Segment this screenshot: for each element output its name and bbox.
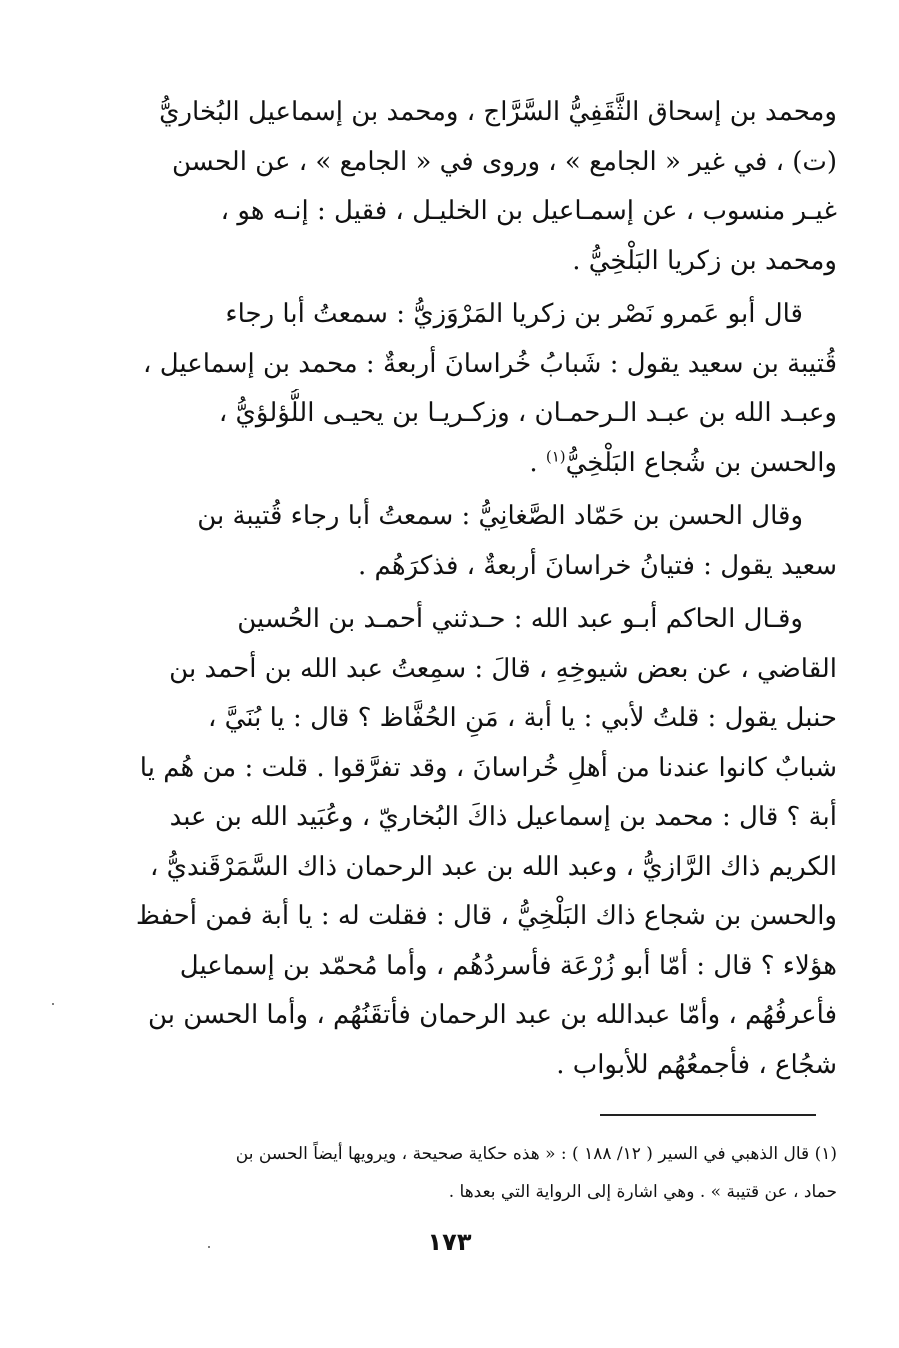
text-line: وقال الحسن بن حَمّاد الصَّغانِيُّ : سمعتُ أبا رجاء قُتيبة بن [197,501,803,531]
text-line: ومحمد بن زكريا البَلْخِيُّ . [572,245,837,276]
scan-speck [52,1003,54,1005]
text-segment: والحسن بن شُجاع البَلْخِيُّ [565,447,837,478]
text-line: القاضي ، عن بعض شيوخِهِ ، قالَ : سمِعتُ عبد الله بن أحمد بن [169,653,837,684]
text-line: أبة ؟ قال : محمد بن إسماعيل ذاكَ البُخاريّ ، وعُبَيد الله بن عبد [169,802,837,832]
text-line-with-footnote [125,439,837,489]
text-line: شجُاع ، فأجمعُهُم للأبواب . [556,1049,837,1080]
text-line: والحسن بن شجاع ذاك البَلْخِيُّ ، قال : فقلت له : يا أبة فمن أحفظ [135,901,837,931]
paragraph-4 [125,595,837,1090]
page-number: ١٧٣ [427,1228,472,1256]
text-segment: . [529,447,546,478]
text-line: قال أبو عَمرو نَصْر بن زكريا المَرْوَزيُّ : سمعتُ أبا رجاء [225,299,803,329]
scan-speck [208,1246,210,1248]
footnote-line: (١) قال الذهبي في السير ( ١٢/ ١٨٨ ) : « هذه حكاية صحيحة ، ويرويها أيضاً الحسن بن [235,1144,837,1164]
text-line: قُتيبة بن سعيد يقول : شَبابُ خُراسانَ أربعةٌ : محمد بن إسماعيل ، [143,348,837,379]
text-line: ومحمد بن إسحاق الثَّقَفِيُّ السَّرَّاج ، ومحمد بن إسماعيل البُخاريُّ [159,97,837,127]
footnote-line: حماد ، عن قتيبة » . وهي اشارة إلى الرواية التي بعدها . [448,1182,837,1202]
text-line: حنبل يقول : قلتُ لأبي : يا أبة ، مَنِ الحُفَّاظ ؟ قال : يا بُنَيَّ ، [207,703,837,733]
page-body [125,88,837,1090]
text-line: وعبـد الله بن عبـد الـرحمـان ، وزكـريـا بن يحيـى اللُّؤلؤيُّ ، [218,398,837,428]
footnote-marker[interactable]: (١) [545,446,566,465]
text-line: فأعرفُهُم ، وأمّا عبدالله بن عبد الرحمان فأتقَنُهُم ، وأما الحسن بن [147,1000,837,1030]
text-line: وقـال الحاكم أبـو عبد الله : حـدثني أحمـد بن الحُسين [237,604,803,634]
footnote-separator [600,1114,816,1116]
text-line: سعيد يقول : فتيانُ خراسانَ أربعةٌ ، فذكرَهُم . [358,550,837,581]
footnote [125,1135,837,1211]
text-line: غيـر منسوب ، عن إسمـاعيل بن الخليـل ، فقيل : إنـه هو ، [220,196,837,226]
text-line: (ت) ، في غير « الجامع » ، وروى في « الجامع » ، عن الحسن [172,146,837,177]
text-line: شبابٌ كانوا عندنا من أهلِ خُراسانَ ، وقد تفرَّقوا . قلت : من هُم يا [139,752,837,783]
paragraph-2 [125,290,837,488]
text-line: هؤلاء ؟ قال : أمّا أبو زُرْعَة فأسردُهُم ، وأما مُحمّد بن إسماعيل [179,950,837,981]
text-line: الكريم ذاك الرَّازيُّ ، وعبد الله بن عبد الرحمان ذاك السَّمَرْقَنديُّ ، [149,851,837,882]
paragraph-3 [125,492,837,591]
paragraph-1 [125,88,837,286]
